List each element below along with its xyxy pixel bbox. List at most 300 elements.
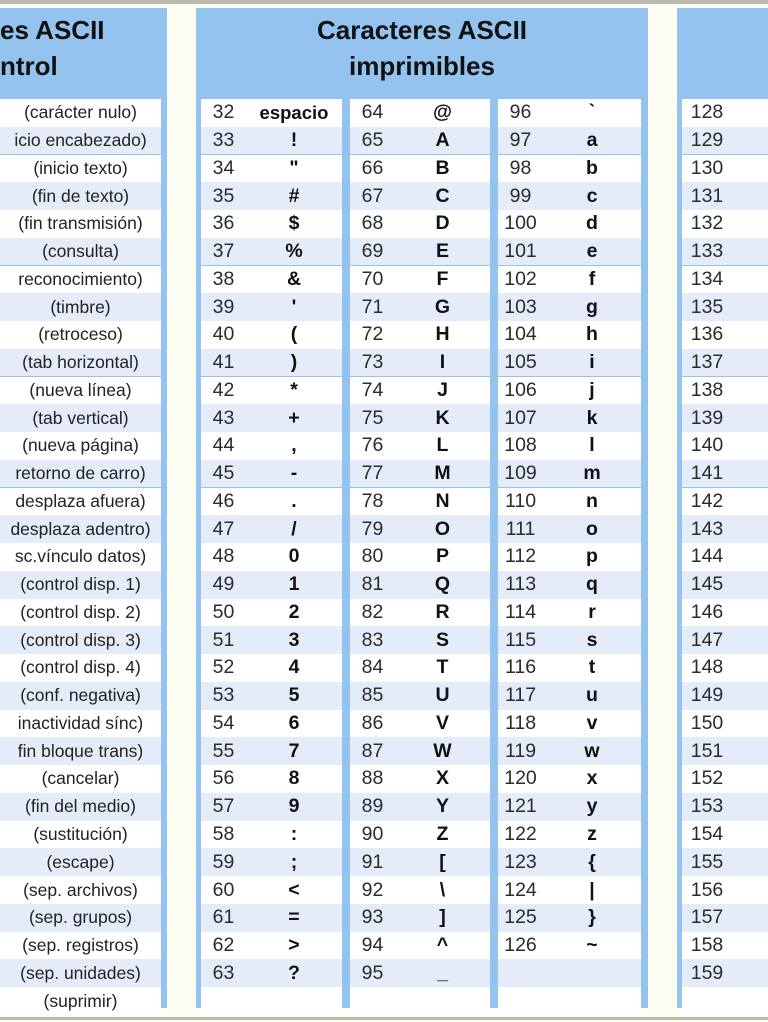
- char-code: 115: [504, 628, 537, 651]
- table-row: [498, 488, 641, 516]
- table-row: [0, 349, 161, 377]
- table-row: [350, 182, 490, 210]
- table-row: [0, 515, 161, 543]
- table-row: [201, 293, 342, 321]
- char-glyph: o: [586, 517, 598, 540]
- char-code: 145: [690, 573, 724, 596]
- char-glyph: :: [290, 823, 298, 845]
- table-row: [682, 987, 768, 1015]
- table-row: [0, 848, 161, 876]
- char-glyph: s: [586, 628, 598, 651]
- char-code: 38: [212, 267, 235, 290]
- char-glyph: E: [435, 240, 449, 263]
- table-row: [682, 876, 768, 904]
- char-glyph: }: [588, 906, 596, 929]
- table-row: [201, 710, 342, 738]
- char-glyph: 5: [288, 684, 300, 707]
- char-code: 124: [504, 878, 537, 901]
- table-row: [498, 515, 641, 543]
- char-code: 105: [504, 351, 537, 374]
- char-glyph: k: [586, 406, 598, 429]
- table-row: [350, 710, 490, 738]
- char-code: 149: [690, 684, 724, 707]
- char-glyph: q: [586, 573, 598, 596]
- table-row: [0, 765, 161, 793]
- table-row: [201, 793, 342, 821]
- char-glyph: C: [435, 184, 450, 207]
- char-code: 151: [690, 739, 724, 762]
- char-code: 40: [212, 323, 235, 346]
- table-row: [350, 737, 490, 765]
- table-row: [201, 599, 342, 627]
- table-row: [498, 765, 641, 793]
- control-description: fin bloque trans): [17, 740, 144, 761]
- char-code: 108: [504, 434, 537, 457]
- char-code: 96: [509, 101, 532, 124]
- table-row: [201, 321, 342, 349]
- table-row: [350, 488, 490, 516]
- table-row: [498, 959, 641, 987]
- table-row: [682, 737, 768, 765]
- control-description: (retroceso): [38, 324, 123, 345]
- table-row: [498, 876, 641, 904]
- table-row: [201, 238, 342, 266]
- char-glyph: h: [586, 323, 598, 346]
- table-row: [682, 460, 768, 488]
- char-code: 152: [690, 767, 724, 790]
- table-row: [0, 460, 161, 488]
- char-code: 46: [212, 489, 235, 512]
- char-glyph: l: [589, 434, 595, 457]
- char-code: 74: [361, 378, 384, 401]
- char-glyph: Y: [435, 795, 449, 818]
- table-row: [0, 987, 161, 1015]
- table-row: [201, 543, 342, 571]
- control-description: (suprimir): [43, 990, 118, 1011]
- printable-panel-title: [196, 8, 648, 88]
- table-row: [0, 904, 161, 932]
- table-row: [201, 876, 342, 904]
- table-row: [498, 155, 641, 183]
- table-row: [498, 987, 641, 1015]
- char-code: 126: [504, 934, 537, 957]
- char-code: 71: [361, 295, 384, 318]
- char-code: 123: [504, 850, 537, 873]
- char-code: 109: [504, 462, 537, 485]
- control-description: (escape): [46, 851, 115, 872]
- table-row: [498, 848, 641, 876]
- control-description: (conf. negativa): [20, 685, 141, 706]
- table-row: [350, 293, 490, 321]
- table-row: [201, 266, 342, 294]
- table-row: [498, 599, 641, 627]
- table-row: [201, 571, 342, 599]
- char-code: 146: [690, 600, 724, 623]
- table-row: [201, 932, 342, 960]
- char-glyph: B: [435, 156, 450, 179]
- char-code: 50: [212, 600, 235, 623]
- char-glyph: 4: [288, 656, 300, 679]
- table-row: [350, 266, 490, 294]
- table-row: [682, 599, 768, 627]
- char-glyph: !: [290, 129, 298, 152]
- char-code: 147: [690, 628, 724, 651]
- control-description: (sep. unidades): [20, 962, 141, 983]
- table-row: [498, 543, 641, 571]
- char-code: 157: [690, 906, 724, 929]
- table-row: [498, 682, 641, 710]
- printable-title-line1: Caracteres ASCII: [316, 15, 528, 45]
- control-description: (tab horizontal): [22, 352, 139, 373]
- char-glyph: {: [588, 850, 596, 873]
- char-code: 32: [212, 101, 235, 124]
- table-row: [350, 654, 490, 682]
- char-code: 91: [361, 850, 384, 873]
- char-code: 52: [212, 656, 235, 679]
- char-code: 148: [690, 656, 724, 679]
- char-glyph: 1: [288, 573, 300, 596]
- table-row: [682, 99, 768, 127]
- table-row: [498, 904, 641, 932]
- table-row: [350, 932, 490, 960]
- control-title-line1: es ASCII: [0, 15, 105, 45]
- control-description: (nueva línea): [29, 379, 132, 400]
- table-row: [682, 349, 768, 377]
- char-glyph: &: [286, 267, 302, 290]
- table-row: [682, 293, 768, 321]
- table-row: [201, 821, 342, 849]
- char-glyph: i: [589, 351, 595, 374]
- char-code: 51: [212, 628, 235, 651]
- table-row: [0, 654, 161, 682]
- table-row: [0, 432, 161, 460]
- control-description: (cancelar): [41, 768, 120, 789]
- table-row: [682, 515, 768, 543]
- char-glyph: g: [586, 295, 598, 318]
- char-glyph: ): [290, 351, 298, 374]
- char-code: 144: [690, 545, 724, 568]
- char-code: 54: [212, 711, 235, 734]
- table-row: [0, 571, 161, 599]
- char-code: 43: [212, 406, 235, 429]
- char-glyph: e: [586, 240, 598, 263]
- char-code: 62: [212, 934, 235, 957]
- char-glyph: a: [586, 129, 598, 152]
- char-glyph: espacio: [259, 101, 329, 123]
- table-row: [350, 848, 490, 876]
- table-row: [682, 377, 768, 405]
- table-row: [682, 904, 768, 932]
- table-row: [201, 515, 342, 543]
- table-row: [350, 404, 490, 432]
- char-code: 69: [361, 240, 384, 263]
- table-row: [682, 821, 768, 849]
- char-code: 78: [361, 489, 384, 512]
- table-row: [498, 654, 641, 682]
- table-row: [0, 210, 161, 238]
- control-description: (fin de texto): [31, 185, 130, 206]
- char-code: 111: [505, 517, 536, 540]
- table-row: [350, 682, 490, 710]
- table-row: [350, 987, 490, 1015]
- char-glyph: O: [434, 517, 451, 540]
- char-glyph: \: [439, 878, 446, 901]
- control-description: (control disp. 1): [20, 574, 141, 595]
- char-code: 93: [361, 906, 384, 929]
- control-description: (sep. archivos): [23, 879, 138, 900]
- char-glyph: 0: [288, 545, 300, 568]
- char-glyph: Q: [434, 573, 451, 596]
- char-glyph: ,: [291, 434, 297, 457]
- table-row: [682, 682, 768, 710]
- char-glyph: %: [285, 240, 303, 263]
- char-code: 64: [361, 101, 384, 124]
- char-code: 141: [690, 462, 724, 485]
- char-code: 107: [504, 406, 537, 429]
- table-row: [201, 432, 342, 460]
- control-description: (nueva página): [22, 435, 139, 456]
- char-code: 58: [212, 823, 235, 845]
- table-row: [201, 377, 342, 405]
- char-code: 99: [509, 184, 532, 207]
- char-glyph: X: [435, 767, 449, 790]
- char-code: 137: [690, 351, 724, 374]
- char-code: 70: [361, 267, 384, 290]
- char-code: 118: [504, 711, 537, 734]
- table-row: [201, 737, 342, 765]
- char-code: 95: [361, 961, 384, 984]
- char-code: 100: [504, 212, 537, 235]
- char-code: 65: [361, 129, 384, 152]
- table-row: [201, 626, 342, 654]
- table-row: [682, 321, 768, 349]
- char-code: 45: [212, 462, 235, 485]
- table-row: [498, 266, 641, 294]
- char-glyph: 9: [288, 795, 300, 818]
- char-code: 117: [504, 684, 537, 707]
- char-code: 76: [361, 434, 384, 457]
- char-code: 35: [212, 184, 235, 207]
- table-row: [682, 432, 768, 460]
- control-description: icio encabezado): [14, 130, 147, 151]
- table-row: [350, 155, 490, 183]
- table-row: [682, 793, 768, 821]
- table-row: [350, 543, 490, 571]
- char-glyph: V: [435, 711, 449, 734]
- table-row: [0, 682, 161, 710]
- table-row: [498, 377, 641, 405]
- char-code: 44: [212, 434, 235, 457]
- table-row: [0, 793, 161, 821]
- table-row: [682, 654, 768, 682]
- top-border: [0, 0, 768, 4]
- char-code: 87: [361, 739, 384, 762]
- table-row: [350, 793, 490, 821]
- char-code: 49: [212, 573, 235, 596]
- control-description: (sep. grupos): [28, 907, 133, 928]
- control-description: (fin transmisión): [18, 213, 143, 234]
- char-glyph: ^: [436, 934, 449, 957]
- char-code: 79: [361, 517, 384, 540]
- char-glyph: F: [436, 267, 449, 290]
- table-row: [682, 127, 768, 155]
- table-row: [0, 155, 161, 183]
- control-characters-panel: [0, 8, 167, 1011]
- char-glyph: R: [435, 600, 450, 623]
- table-row: [350, 876, 490, 904]
- char-glyph: ~: [586, 934, 598, 957]
- control-description: (timbre): [50, 296, 111, 317]
- char-code: 116: [504, 656, 537, 679]
- control-description: retorno de carro): [15, 463, 146, 484]
- control-description: (sustitución): [33, 824, 128, 844]
- char-code: 113: [504, 573, 537, 596]
- char-code: 102: [504, 267, 537, 290]
- control-description: (consulta): [42, 241, 119, 262]
- table-row: [201, 460, 342, 488]
- table-row: [682, 488, 768, 516]
- char-code: 156: [690, 878, 724, 901]
- printable-characters-panel: [196, 8, 648, 1008]
- char-code: 73: [361, 351, 384, 374]
- table-row: [350, 626, 490, 654]
- char-glyph: y: [586, 795, 598, 818]
- char-glyph: (: [290, 323, 298, 346]
- char-glyph: `: [588, 101, 596, 124]
- table-row: [350, 238, 490, 266]
- table-row: [350, 959, 490, 987]
- char-code: 37: [212, 240, 235, 263]
- char-glyph: m: [583, 462, 601, 485]
- table-row: [682, 932, 768, 960]
- char-glyph: M: [434, 462, 451, 485]
- table-row: [498, 460, 641, 488]
- char-code: 158: [690, 934, 724, 957]
- table-row: [350, 349, 490, 377]
- char-glyph: P: [435, 545, 449, 568]
- table-row: [0, 127, 161, 155]
- table-row: [201, 848, 342, 876]
- table-row: [682, 959, 768, 987]
- char-glyph: j: [589, 378, 595, 401]
- table-row: [201, 182, 342, 210]
- char-glyph: c: [586, 184, 598, 207]
- char-glyph: D: [435, 212, 450, 235]
- extended-codes-column: [682, 99, 768, 1015]
- printable-column-2: [350, 99, 490, 1015]
- table-row: [682, 543, 768, 571]
- control-description: (inicio texto): [33, 157, 128, 178]
- table-row: [0, 821, 161, 849]
- char-code: 134: [690, 267, 724, 290]
- table-row: [350, 210, 490, 238]
- char-glyph: 6: [288, 711, 300, 734]
- char-code: 67: [361, 184, 384, 207]
- table-row: [201, 404, 342, 432]
- table-row: [350, 432, 490, 460]
- table-row: [498, 626, 641, 654]
- control-description: (sep. registros): [22, 935, 139, 956]
- char-glyph: |: [589, 878, 595, 901]
- table-row: [350, 99, 490, 127]
- table-row: [498, 432, 641, 460]
- table-row: [0, 876, 161, 904]
- control-description: desplaza afuera): [15, 490, 146, 511]
- table-row: [350, 904, 490, 932]
- char-glyph: n: [586, 489, 598, 512]
- control-description: (control disp. 3): [20, 629, 141, 650]
- char-glyph: [: [439, 850, 446, 873]
- char-code: 140: [690, 434, 724, 457]
- table-row: [682, 848, 768, 876]
- char-code: 120: [504, 767, 537, 790]
- char-code: 106: [504, 378, 537, 401]
- char-code: 41: [212, 351, 235, 374]
- char-code: 135: [690, 295, 724, 318]
- char-glyph: _: [437, 961, 448, 984]
- control-panel-title: [0, 8, 167, 88]
- table-row: [682, 404, 768, 432]
- char-glyph: ": [289, 156, 299, 179]
- extended-characters-panel: [677, 8, 768, 1008]
- char-glyph: K: [435, 406, 450, 429]
- char-code: 66: [361, 156, 384, 179]
- char-code: 155: [690, 850, 724, 873]
- char-code: 77: [361, 462, 384, 485]
- control-descriptions-column: [0, 99, 161, 1015]
- char-glyph: S: [435, 628, 449, 651]
- char-glyph: T: [436, 656, 449, 679]
- char-code: 143: [690, 517, 724, 540]
- table-row: [0, 959, 161, 987]
- table-row: [201, 99, 342, 127]
- char-glyph: -: [290, 462, 298, 485]
- char-code: 81: [361, 573, 384, 596]
- table-row: [0, 377, 161, 405]
- table-row: [201, 210, 342, 238]
- table-row: [682, 155, 768, 183]
- char-code: 104: [504, 323, 537, 346]
- char-code: 112: [504, 545, 537, 568]
- char-glyph: $: [288, 212, 300, 235]
- control-description: reconocimiento): [18, 268, 143, 289]
- table-row: [201, 959, 342, 987]
- char-glyph: #: [288, 184, 300, 207]
- char-code: 61: [212, 906, 235, 929]
- char-glyph: @: [432, 101, 452, 124]
- table-row: [201, 488, 342, 516]
- table-row: [0, 488, 161, 516]
- char-code: 34: [212, 156, 235, 179]
- table-row: [201, 987, 342, 1015]
- table-row: [498, 321, 641, 349]
- table-row: [498, 293, 641, 321]
- char-code: 89: [361, 795, 384, 818]
- bottom-border: [0, 1017, 768, 1020]
- table-row: [682, 626, 768, 654]
- table-row: [498, 932, 641, 960]
- char-code: 139: [690, 406, 724, 429]
- control-description: (tab vertical): [32, 407, 129, 428]
- table-row: [0, 932, 161, 960]
- table-row: [498, 404, 641, 432]
- char-code: 88: [361, 767, 384, 790]
- char-code: 75: [361, 406, 384, 429]
- char-code: 138: [690, 378, 724, 401]
- char-glyph: z: [587, 823, 597, 845]
- char-code: 154: [690, 823, 724, 845]
- char-glyph: t: [588, 656, 596, 679]
